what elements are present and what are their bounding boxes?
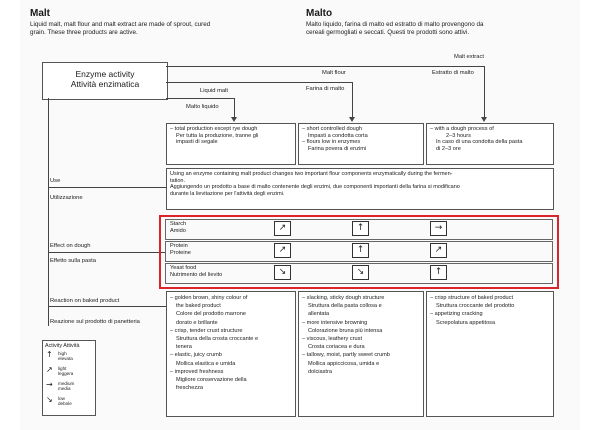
reaction-line: – crisp structure of baked product [430,295,514,301]
arrowhead-icon [231,117,237,122]
malt-title: Malt [30,8,50,19]
trait-line: Per tutta la produzione, tranne gli [176,132,259,139]
effect-row-label [170,265,222,278]
effect-label-it: Effetto sulla pasta [50,258,96,264]
legend-it: debole [58,401,72,406]
diagram-sheet [20,0,580,430]
reaction-line: the baked product [176,303,221,310]
use-line: Using an enzyme containing malt product changes two important flour components enzymatically during the fermen- [170,171,453,177]
legend-en: high [58,351,67,356]
malto-intro-line: cereali germogliati e seccati. Questi tre prodotti sono attivi. [306,28,470,36]
legend-item [58,381,74,391]
reaction-line: – viscous, leathery crust [302,336,363,343]
arrow-right-icon: → [46,380,53,389]
arrow-up-right-icon: ↗ [430,243,447,258]
reaction-line: Mollica elastica e umida [176,360,236,367]
arrowhead-icon [481,117,487,122]
reaction-line: – tallowy, moist, partly sweet crumb [302,352,390,359]
legend-item [58,366,73,376]
row-label-en: Starch [170,221,187,227]
reaction-line: Struttura della pasta collosa e [308,303,382,310]
reaction-line: Colore del prodotto marrone [176,311,246,318]
effect-row-label [170,243,191,256]
connector-flour [166,82,352,83]
spine-line [48,98,49,326]
connector-extract [166,66,484,67]
trait-line: In caso di una condotta della pasta [436,139,523,146]
reaction-line: Migliore conservazione della [176,377,247,384]
reaction-line: – crisp, tender crust structure [170,327,243,334]
reaction-line: Screpolatura appetitosa [436,319,496,326]
reaction-line: – appetizing cracking [430,311,483,318]
connector-liquid-down [234,98,235,118]
legend-item [58,351,73,361]
malt-extract-traits [426,123,554,165]
enzyme-activity-it: Attività enzimatica [70,79,140,89]
row-label-it: Nutrimento del lievito [170,271,223,278]
reaction-line: tenera [176,344,192,351]
trait-line: Farina povera di enzimi [308,146,367,153]
effect-label-en: Effect on dough [50,243,91,249]
malto-liquido-label: Malto liquido [186,104,219,110]
malt-intro [30,21,300,36]
trait-line: impasti di segale [176,139,218,146]
use-connector [48,187,166,188]
arrow-up-icon: ↑ [352,221,369,236]
enzyme-activity-box [42,62,168,100]
arrow-down-right-icon: ↘ [274,265,291,280]
trait-line: di 2–3 ore [436,146,461,153]
legend-it: elevata [58,356,73,361]
malto-intro [306,21,571,36]
row-label-en: Protein [170,243,188,249]
reaction-line: Crosta coriacea e dura [308,344,365,351]
arrow-up-right-icon: ↗ [274,243,291,258]
trait-line: – total production except rye dough [170,126,258,132]
malto-intro-line: Malto liquido, farina di malto ed estratto di malto provengono da [306,21,484,28]
malt-flour-label: Malt flour [322,70,346,76]
arrow-up-right-icon: ↗ [274,221,291,236]
legend-en: low [58,396,65,401]
arrow-right-icon: → [430,221,447,236]
reaction-line: – more intensive browning [302,319,368,326]
enzyme-activity-en: Enzyme activity [75,69,135,79]
legend-it: media [58,386,71,391]
effect-row-label [170,221,186,234]
use-label-en: Use [50,178,61,184]
arrow-up-icon: ↑ [352,243,369,258]
reaction-line: – elastic, juicy crumb [170,352,222,359]
liquid-malt-label: Liquid malt [200,88,229,94]
arrow-up-right-icon: ↗ [46,365,53,374]
trait-line: – with a dough process of [430,126,494,132]
reaction-line: Colorazione bruna più intensa [308,327,383,334]
reaction-extract-box [426,291,554,417]
malt-intro-line: grain. These three products are active. [30,28,138,36]
reaction-line: allentata [308,311,330,318]
legend-title: Activity Attività [45,343,80,349]
reaction-label-en: Reaction on baked product [50,298,120,304]
reaction-connector [48,306,166,307]
arrow-down-right-icon: ↘ [352,265,369,280]
connector-liquid [166,98,234,99]
trait-line: – flours low in enzymes [302,139,361,146]
row-label-it: Proteine [170,249,191,256]
liquid-malt-traits [166,123,296,165]
legend-it: leggera [58,371,74,376]
effect-connector [48,252,166,253]
row-label-it: Amido [170,227,186,234]
arrow-up-icon: ↑ [430,265,447,280]
use-box [166,168,554,210]
trait-line: – short controlled dough [302,126,363,132]
legend-en: light [58,366,67,371]
row-label-en: Yeast food [170,265,197,271]
malt-flour-traits [298,123,424,165]
malto-title: Malto [306,8,333,19]
estratto-label: Estratto di malto [432,70,474,76]
reaction-line: dorato e brillante [176,319,218,326]
connector-extract-down [484,66,485,118]
connector-flour-down [352,82,353,118]
use-label-it: Utilizzazione [50,195,83,201]
reaction-liquid-box [166,291,296,417]
farina-label: Farina di malto [306,86,345,92]
arrowhead-icon [349,117,355,122]
reaction-line: Struttura della crosta croccante e [176,336,259,343]
reaction-line: dolciastra [308,368,332,375]
arrow-up-icon: ↑ [46,350,53,359]
use-line: durante la lievitazione per l'attività degli enzimi. [170,191,285,198]
use-line: tation. [170,177,185,184]
legend-en: medium [58,381,75,386]
legend-item [58,396,72,406]
reaction-label-it: Reazione sul prodotto di panetteria [50,319,140,325]
trait-line: Impasti a condotta corta [308,132,368,139]
reaction-line: – golden brown, shiny colour of [170,295,248,301]
reaction-line: Mollica appiccicosa, umida e [308,360,380,367]
arrow-down-right-icon: ↘ [46,395,53,404]
reaction-line: freschezza [176,385,204,392]
reaction-line: – slacking, sticky dough structure [302,295,385,301]
reaction-flour-box [298,291,424,417]
trait-line: 2–3 hours [446,132,471,139]
malt-extract-label: Malt extract [454,54,484,60]
reaction-line: – improved freshness [170,368,224,375]
use-line: Aggiungendo un prodotto a base di malto contenente degli enzimi, due componenti importanti della farina si modificano [170,184,460,191]
reaction-line: Struttura croccante del prodotto [436,303,515,310]
malt-intro-line: Liquid malt, malt flour and malt extract are made of sprout, cured [30,21,211,28]
